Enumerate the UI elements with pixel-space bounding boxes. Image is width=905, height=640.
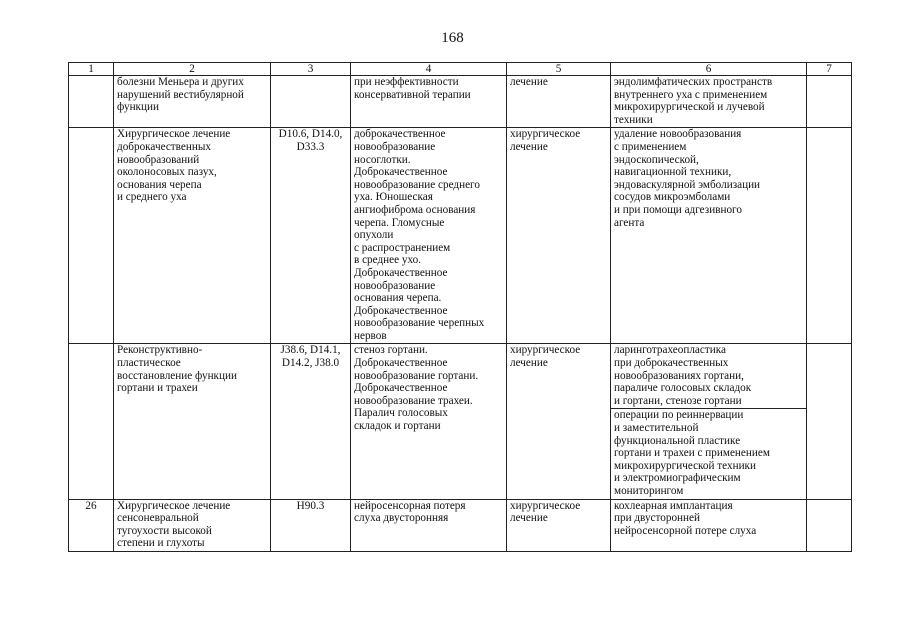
cell-line: Доброкачественное — [354, 382, 448, 395]
table-row — [69, 499, 852, 551]
cell-line: нейросенсорной потере слуха — [614, 524, 757, 537]
cell-line: новообразование черепных — [354, 317, 485, 330]
cell-line: в среднее ухо. — [354, 254, 422, 267]
cell-line: новообразование — [354, 279, 436, 292]
icd-codes-cell — [271, 76, 351, 128]
page-number: 168 — [441, 30, 464, 46]
cell-line: функциональной пластике — [614, 434, 741, 447]
cell-line: хирургическое — [510, 499, 581, 512]
cell-line: и заместительной — [614, 422, 699, 435]
cell-line: Доброкачественное — [354, 304, 448, 317]
cell-line: микрохирургической техники — [614, 459, 756, 472]
cell-line: удаление новообразования — [614, 128, 742, 141]
cell-line: операции по реиннервации — [614, 409, 744, 422]
treatment-type-cell — [507, 76, 611, 128]
cell-line: черепа. Гломусные — [354, 216, 445, 229]
cell-line: восстановление функции — [117, 369, 237, 382]
table-row — [69, 76, 852, 128]
cell-line: Доброкачественное — [354, 266, 448, 279]
profile-name-cell — [114, 344, 271, 499]
cell-line: лечение — [510, 76, 548, 88]
patient-model-cell — [351, 499, 507, 551]
cell-line: с применением — [614, 140, 687, 153]
cost-cell — [807, 128, 852, 344]
cell-line: основания черепа — [117, 178, 202, 191]
cell-line: хирургическое — [510, 344, 581, 357]
row-number-cell: 26 — [69, 499, 114, 551]
cell-line: эндоваскулярной эмболизации — [614, 178, 761, 191]
cell-line: техники — [614, 113, 653, 126]
cell-line: эндоскопической, — [614, 153, 699, 166]
cell-line: лечение — [510, 140, 548, 153]
cell-line: хирургическое — [510, 128, 581, 141]
treatment-method-cell — [611, 344, 807, 499]
profile-name-cell — [114, 76, 271, 128]
cell-line: мониторингом — [614, 485, 684, 497]
cell-line: лечение — [510, 357, 548, 370]
table-row — [69, 128, 852, 344]
cell-line: тугоухости высокой — [117, 524, 212, 537]
cell-line: сосудов микроэмболами — [614, 191, 731, 204]
cell-line: Доброкачественное — [354, 357, 448, 370]
cell-line: функции — [117, 101, 159, 114]
cell-line: навигационной техники, — [614, 166, 732, 179]
cell-line: пластическое — [117, 357, 181, 370]
cell-line: гортани и трахеи — [117, 382, 198, 395]
patient-model-cell — [351, 128, 507, 344]
cell-line: D33.3 — [296, 140, 325, 153]
cell-line: агента — [614, 216, 645, 229]
patient-model-cell — [351, 76, 507, 128]
cell-line: новообразованиях гортани, — [614, 369, 744, 382]
treatment-type-cell — [507, 128, 611, 344]
header-row — [69, 63, 852, 76]
row-number-cell — [69, 128, 114, 344]
row-number-cell — [69, 76, 114, 128]
cell-line: при неэффективности — [354, 76, 459, 88]
profile-name-cell — [114, 128, 271, 344]
medical-care-table — [68, 62, 852, 552]
cell-line: новообразование — [354, 140, 436, 153]
icd-codes-cell — [271, 128, 351, 344]
cell-line: нервов — [354, 329, 387, 342]
icd-codes-cell — [271, 499, 351, 551]
cell-line: степени и глухоты — [117, 537, 205, 550]
cell-line: при двусторонней — [614, 512, 700, 525]
cell-line: доброкачественных — [117, 140, 211, 153]
cell-line: новообразований — [117, 153, 200, 166]
cell-line: лечение — [510, 512, 548, 525]
treatment-method-cell — [611, 499, 807, 551]
header-cell-5: 5 — [507, 63, 611, 76]
cell-line: доброкачественное — [354, 128, 446, 141]
cell-line: Хирургическое лечение — [117, 128, 231, 141]
cost-cell — [807, 499, 852, 551]
cell-line: и электромиографическим — [614, 472, 741, 485]
method-block — [611, 344, 806, 408]
method-block — [611, 408, 806, 498]
cell-line: околоносовых пазух, — [117, 166, 217, 179]
cell-line: Реконструктивно- — [117, 344, 203, 357]
cell-line: новообразование гортани. — [354, 369, 479, 382]
cell-line: Доброкачественное — [354, 166, 448, 179]
method-block — [611, 76, 806, 127]
cell-line: болезни Меньера и других — [117, 76, 244, 88]
cell-line: носоглотки. — [354, 153, 411, 166]
cell-line: D14.2, J38.0 — [281, 357, 340, 370]
header-cell-1: 1 — [69, 63, 114, 76]
cell-line: ангиофиброма основания — [354, 203, 476, 216]
cell-line: и среднего уха — [117, 191, 187, 204]
icd-codes-cell — [271, 344, 351, 499]
cell-line: H90.3 — [296, 499, 325, 512]
cell-line: Хирургическое лечение — [117, 499, 231, 512]
cell-line: опухоли — [354, 229, 394, 242]
cell-line: слуха двусторонняя — [354, 512, 449, 525]
cell-line: новообразование среднего — [354, 178, 480, 191]
cell-line: D10.6, D14.0, — [278, 128, 343, 141]
cell-line: сенсоневральной — [117, 512, 199, 525]
cell-line: новообразование трахеи. — [354, 394, 473, 407]
row-number-cell — [69, 344, 114, 499]
header-cell-6: 6 — [611, 63, 807, 76]
cell-line: параличе голосовых складок — [614, 382, 752, 395]
cell-line: J38.6, D14.1, — [280, 344, 341, 357]
method-block — [611, 500, 806, 539]
treatment-method-cell — [611, 128, 807, 344]
header-cell-7: 7 — [807, 63, 852, 76]
treatment-method-cell — [611, 76, 807, 128]
profile-name-cell — [114, 499, 271, 551]
cost-cell — [807, 344, 852, 499]
cell-line: ларинготрахеопластика — [614, 344, 726, 357]
cell-line: эндолимфатических пространств — [614, 76, 773, 88]
cell-line: кохлеарная имплантация — [614, 499, 733, 512]
cell-line: Паралич голосовых — [354, 407, 448, 420]
treatment-type-cell — [507, 499, 611, 551]
cell-line: складок и гортани — [354, 420, 441, 433]
header-cell-4: 4 — [351, 63, 507, 76]
patient-model-cell — [351, 344, 507, 499]
cell-line: консервативной терапии — [354, 88, 471, 101]
cell-line: и гортани, стенозе гортани — [614, 394, 742, 407]
cell-line: внутреннего уха с применением — [614, 88, 768, 101]
cell-line: с распространением — [354, 241, 451, 254]
cell-line: нарушений вестибулярной — [117, 88, 244, 101]
header-cell-2: 2 — [114, 63, 271, 76]
cell-line: и при помощи адгезивного — [614, 203, 742, 216]
method-block — [611, 128, 806, 230]
cell-line: основания черепа. — [354, 292, 442, 305]
cell-line: гортани и трахеи с применением — [614, 447, 770, 460]
treatment-type-cell — [507, 344, 611, 499]
cell-line: уха. Юношеская — [354, 191, 433, 204]
cell-line: нейросенсорная потеря — [354, 499, 466, 512]
header-cell-3: 3 — [271, 63, 351, 76]
cost-cell — [807, 76, 852, 128]
cell-line: стеноз гортани. — [354, 344, 428, 357]
table-row — [69, 344, 852, 499]
cell-line: микрохирургической и лучевой — [614, 101, 765, 114]
cell-line: при доброкачественных — [614, 357, 729, 370]
